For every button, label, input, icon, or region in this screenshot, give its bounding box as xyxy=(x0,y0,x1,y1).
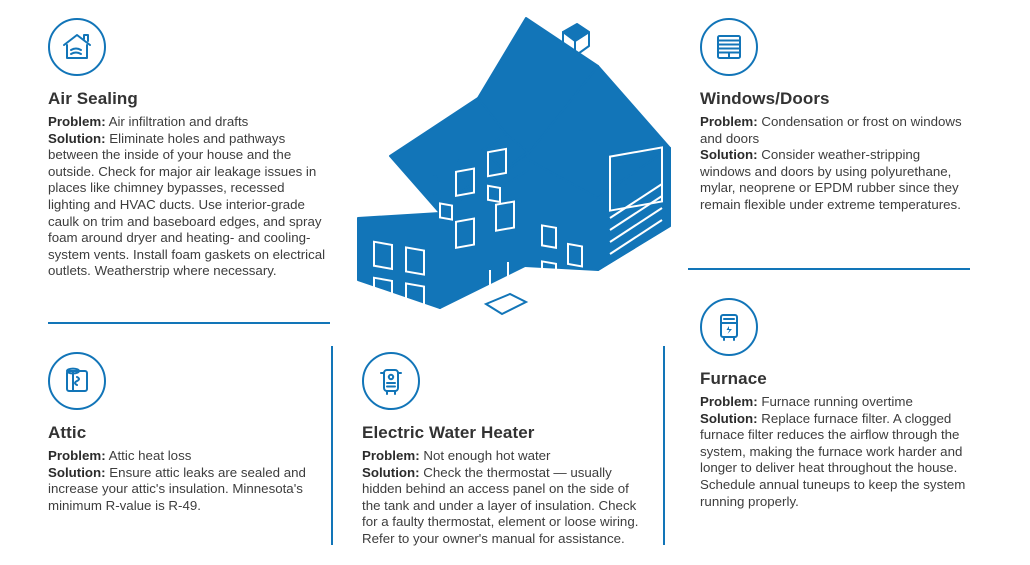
panel-body-furnace xyxy=(700,394,968,510)
problem-text: Furnace running overtime xyxy=(757,394,913,409)
solution-label: Solution: xyxy=(48,464,106,480)
panel-title-furnace: Furnace xyxy=(700,369,767,388)
problem-label: Problem: xyxy=(48,114,106,129)
solution-text: Replace furnace filter. A clogged furnace filter reduces the airflow through the system, making the furnace work harder and longer to deliver heat throughout the house. Schedule annual tuneups to keep the system running properly. xyxy=(700,410,966,509)
problem-text: Not enough hot water xyxy=(419,448,551,463)
house-air-flow-icon xyxy=(48,18,106,76)
solution-text: Eliminate holes and pathways between the inside of your house and the outside. Check for major air leakage issues in places like chimney bypasses, recessed lighting and HVAC ducts. Use interior-grade caulk on trim and baseboard edges, and spray foam around dryer and heating- and cooling-system vents. Install foam gaskets on electrical outlets. Weatherstrip where necessary. xyxy=(48,130,326,279)
solution-label: Solution: xyxy=(48,130,106,146)
divider-right-horizontal xyxy=(688,268,970,270)
panel-attic xyxy=(48,352,323,514)
problem-text: Condensation or frost on windows and doors xyxy=(700,114,962,146)
window-blinds-icon xyxy=(700,18,758,76)
problem-text: Attic heat loss xyxy=(105,448,192,463)
panel-air-sealing xyxy=(48,18,330,280)
solution-text: Ensure attic leaks are sealed and increase your attic's insulation. Minnesota's minimum R-value is R-49. xyxy=(48,464,306,513)
problem-label: Problem: xyxy=(362,448,420,463)
panel-title-electric-water-heater: Electric Water Heater xyxy=(362,423,535,442)
panel-body-windows-doors xyxy=(700,114,962,214)
panel-body-air-sealing xyxy=(48,114,330,280)
panel-body-electric-water-heater xyxy=(362,448,642,548)
problem-label: Problem: xyxy=(700,114,758,129)
panel-furnace xyxy=(700,298,968,510)
isometric-house-illustration xyxy=(330,8,700,338)
problem-label: Problem: xyxy=(48,448,106,463)
panel-title-air-sealing: Air Sealing xyxy=(48,89,138,108)
panel-electric-water-heater xyxy=(362,352,642,548)
divider-center-right-vertical xyxy=(663,346,665,545)
panel-title-attic: Attic xyxy=(48,423,87,442)
panel-windows-doors xyxy=(700,18,962,214)
panel-body-attic xyxy=(48,448,323,514)
divider-left-horizontal xyxy=(48,322,330,324)
solution-label: Solution: xyxy=(700,410,758,426)
solution-text: Consider weather-stripping windows and doors by using polyurethane, mylar, neoprene or EPDM rubber since they remain flexible under extreme temperatures. xyxy=(700,147,961,212)
solution-label: Solution: xyxy=(362,464,420,480)
solution-label: Solution: xyxy=(700,147,758,163)
solution-text: Check the thermostat — usually hidden behind an access panel on the side of the tank and under a layer of insulation. Check for a faulty thermostat, element or loose wiring. Refer to your owner's manual for assistance. xyxy=(362,464,639,546)
water-heater-icon xyxy=(362,352,420,410)
furnace-icon xyxy=(700,298,758,356)
problem-label: Problem: xyxy=(700,394,758,409)
insulation-roll-icon xyxy=(48,352,106,410)
panel-title-windows-doors: Windows/Doors xyxy=(700,89,830,108)
divider-center-left-vertical xyxy=(331,346,333,545)
problem-text: Air infiltration and drafts xyxy=(105,114,249,129)
